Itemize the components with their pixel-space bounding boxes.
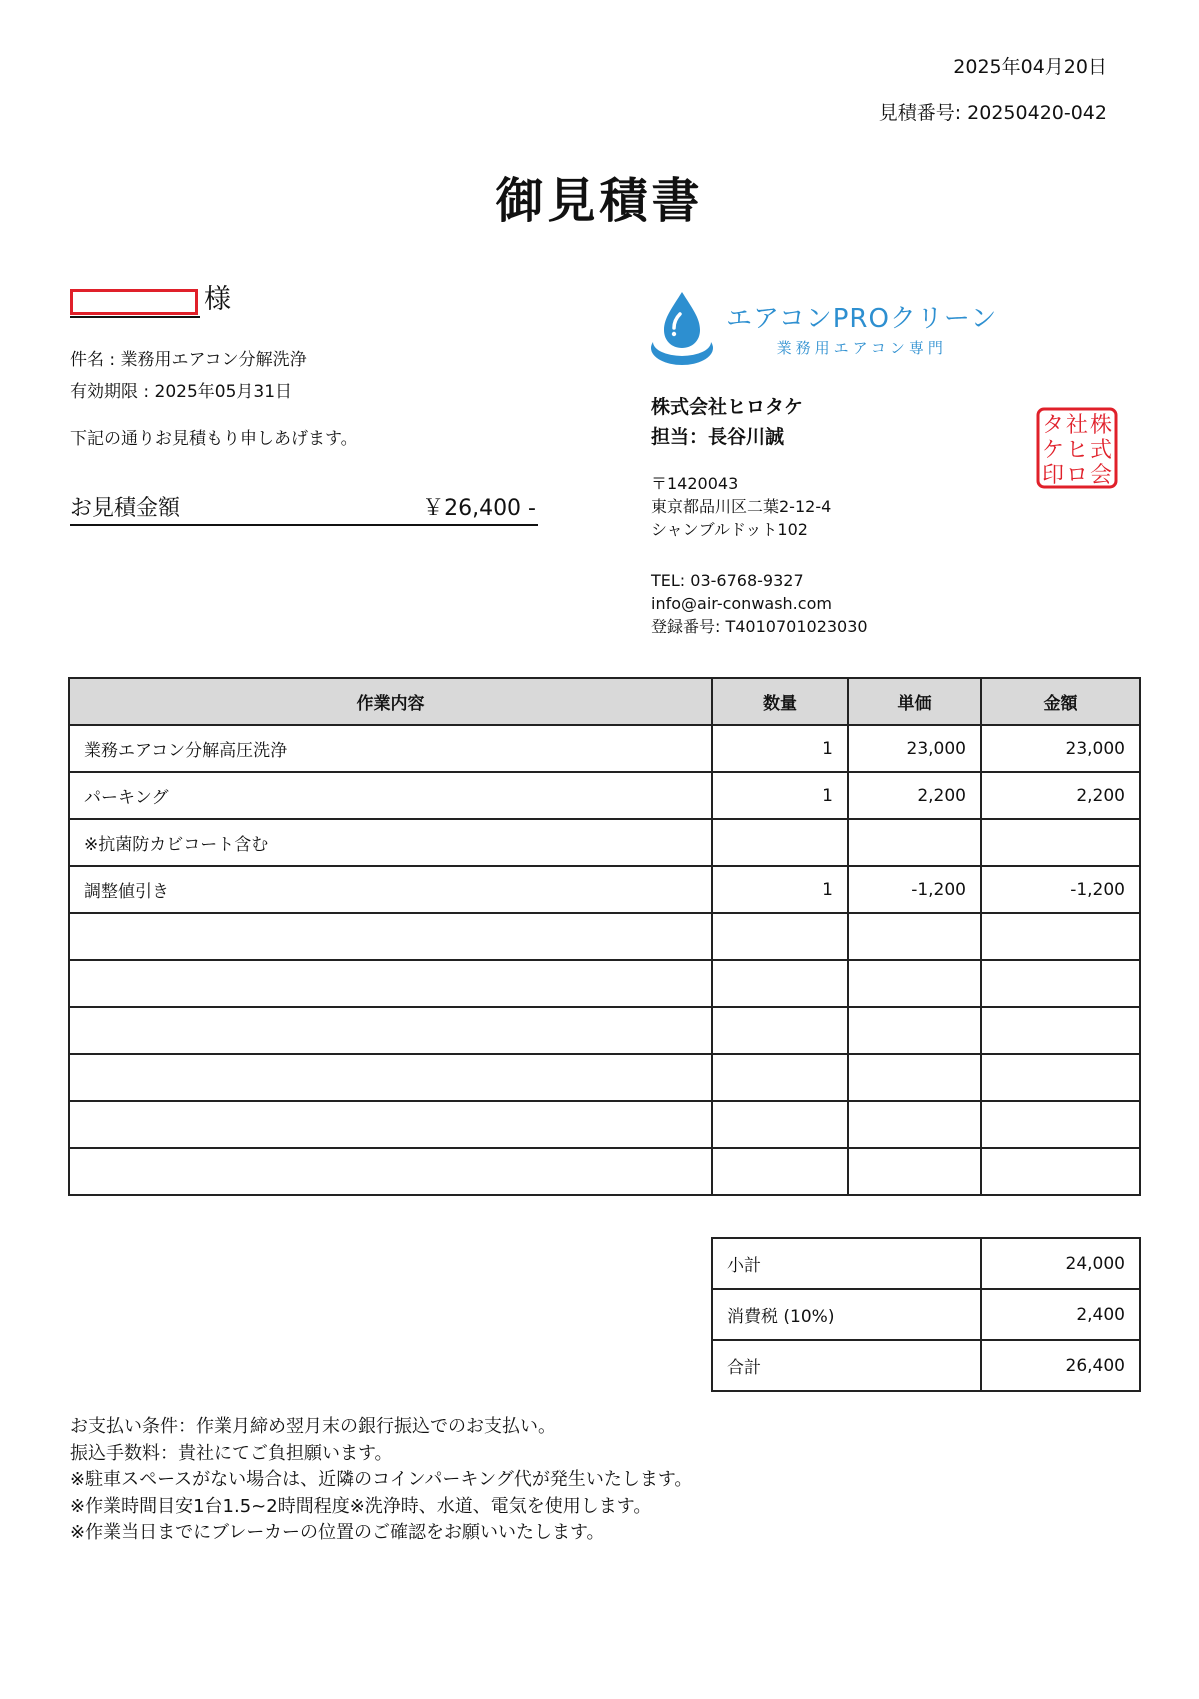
registration-number: 登録番号: T4010701023030: [651, 617, 868, 636]
customer-underline: [70, 316, 200, 318]
item-quantity: [712, 960, 848, 1007]
item-description: ※抗菌防カビコート含む: [69, 819, 712, 866]
water-drop-icon: [650, 290, 714, 366]
table-row: [69, 1007, 1140, 1054]
item-unit-price: [848, 913, 981, 960]
item-unit-price: [848, 960, 981, 1007]
address-line-1: 東京都品川区二葉2-12-4: [651, 497, 832, 516]
table-row: [69, 1101, 1140, 1148]
header-description: 作業内容: [69, 678, 712, 725]
company-name: 株式会社ヒロタケ: [651, 396, 804, 418]
item-description: 調整値引き: [69, 866, 712, 913]
company-seal-stamp: [1035, 406, 1119, 490]
postal-code: 〒1420043: [651, 474, 739, 493]
note-line: ※作業当日までにブレーカーの位置のご確認をお願いいたします。: [70, 1522, 605, 1543]
header-unit-price: 単価: [848, 678, 981, 725]
honorific: 様: [204, 284, 231, 315]
items-table: [68, 677, 1141, 1196]
address-line-2: シャンブルドット102: [651, 520, 808, 539]
company-rep: 担当：長谷川誠: [651, 426, 785, 448]
item-unit-price: [848, 819, 981, 866]
item-unit-price: 23,000: [848, 725, 981, 772]
table-row: [69, 772, 1140, 819]
item-quantity: [712, 1054, 848, 1101]
logo-sub-text: 業務用エアコン専門: [776, 339, 947, 357]
svg-text:式: 式: [1089, 438, 1113, 463]
payment-notes: [70, 1414, 692, 1547]
item-quantity: [712, 1148, 848, 1195]
item-amount: [981, 1007, 1140, 1054]
item-description: [69, 1007, 712, 1054]
subtotal-value: 24,000: [981, 1238, 1140, 1289]
note-line: 振込手数料：貴社にてご負担願います。: [70, 1442, 393, 1464]
svg-text:ロ: ロ: [1065, 463, 1089, 488]
document-title: 御見積書: [495, 173, 704, 229]
item-quantity: 1: [712, 725, 848, 772]
company-block: [651, 392, 803, 452]
item-quantity: [712, 913, 848, 960]
issue-date: 2025年04月20日: [953, 56, 1107, 78]
item-quantity: [712, 819, 848, 866]
table-row: [69, 866, 1140, 913]
company-logo: [650, 290, 997, 366]
svg-text:印: 印: [1041, 463, 1065, 488]
header-quantity: 数量: [712, 678, 848, 725]
item-amount: [981, 1101, 1140, 1148]
company-address: [651, 472, 831, 541]
item-amount: [981, 913, 1140, 960]
item-amount: [981, 1054, 1140, 1101]
svg-text:ヒ: ヒ: [1065, 438, 1089, 463]
header-amount: 金額: [981, 678, 1140, 725]
tax-value: 2,400: [981, 1289, 1140, 1340]
item-quantity: [712, 1101, 848, 1148]
item-unit-price: [848, 1007, 981, 1054]
item-description: [69, 960, 712, 1007]
item-unit-price: 2,200: [848, 772, 981, 819]
total-label: 合計: [712, 1340, 981, 1391]
table-row: [69, 913, 1140, 960]
validity-line: 有効期限 : 2025年05月31日: [70, 382, 293, 402]
item-description: [69, 1148, 712, 1195]
tax-label: 消費税 (10%): [712, 1289, 981, 1340]
table-row: [69, 819, 1140, 866]
quote-amount-value: ￥26,400 -: [422, 495, 536, 521]
note-line: お支払い条件：作業月締め翌月末の銀行振込でのお支払い。: [70, 1416, 556, 1437]
logo-main-text: エアコンPROクリーン: [726, 304, 998, 334]
table-row: [69, 1054, 1140, 1101]
note-line: ※作業時間目安1台1.5~2時間程度※洗浄時、水道、電気を使用します。: [70, 1495, 652, 1517]
item-unit-price: [848, 1054, 981, 1101]
item-unit-price: [848, 1101, 981, 1148]
quote-number: 見積番号: 20250420-042: [878, 102, 1107, 124]
item-amount: [981, 1148, 1140, 1195]
table-row: [69, 960, 1140, 1007]
totals-table: [711, 1237, 1141, 1392]
item-unit-price: [848, 1148, 981, 1195]
item-amount: 23,000: [981, 725, 1140, 772]
item-quantity: [712, 1007, 848, 1054]
item-amount: [981, 819, 1140, 866]
redacted-name-box: [70, 289, 198, 315]
item-unit-price: -1,200: [848, 866, 981, 913]
table-row: [69, 725, 1140, 772]
table-header-row: [69, 678, 1140, 725]
total-value: 26,400: [981, 1340, 1140, 1391]
svg-text:会: 会: [1089, 463, 1113, 488]
phone: TEL: 03-6768-9327: [651, 571, 804, 590]
item-description: 業務エアコン分解高圧洗浄: [69, 725, 712, 772]
item-description: パーキング: [69, 772, 712, 819]
customer-name: [70, 285, 231, 315]
item-quantity: 1: [712, 866, 848, 913]
item-quantity: 1: [712, 772, 848, 819]
intro-text: 下記の通りお見積もり申しあげます。: [70, 429, 358, 449]
item-amount: 2,200: [981, 772, 1140, 819]
quote-amount-label: お見積金額: [70, 495, 181, 521]
svg-text:タ: タ: [1041, 413, 1065, 438]
subtotal-label: 小計: [712, 1238, 981, 1289]
tax-row: [712, 1289, 1140, 1340]
item-description: [69, 913, 712, 960]
company-contact: [651, 569, 868, 638]
total-row: [712, 1340, 1140, 1391]
note-line: ※駐車スペースがない場合は、近隣のコインパーキング代が発生いたします。: [70, 1469, 693, 1490]
svg-text:ケ: ケ: [1041, 438, 1065, 463]
quote-amount: [70, 488, 538, 526]
item-description: [69, 1101, 712, 1148]
email: info@air-conwash.com: [651, 594, 832, 613]
item-description: [69, 1054, 712, 1101]
subject-line: 件名 : 業務用エアコン分解洗浄: [70, 350, 307, 370]
table-row: [69, 1148, 1140, 1195]
item-amount: -1,200: [981, 866, 1140, 913]
svg-text:社: 社: [1065, 413, 1089, 438]
svg-text:株: 株: [1089, 413, 1113, 438]
item-amount: [981, 960, 1140, 1007]
subtotal-row: [712, 1238, 1140, 1289]
